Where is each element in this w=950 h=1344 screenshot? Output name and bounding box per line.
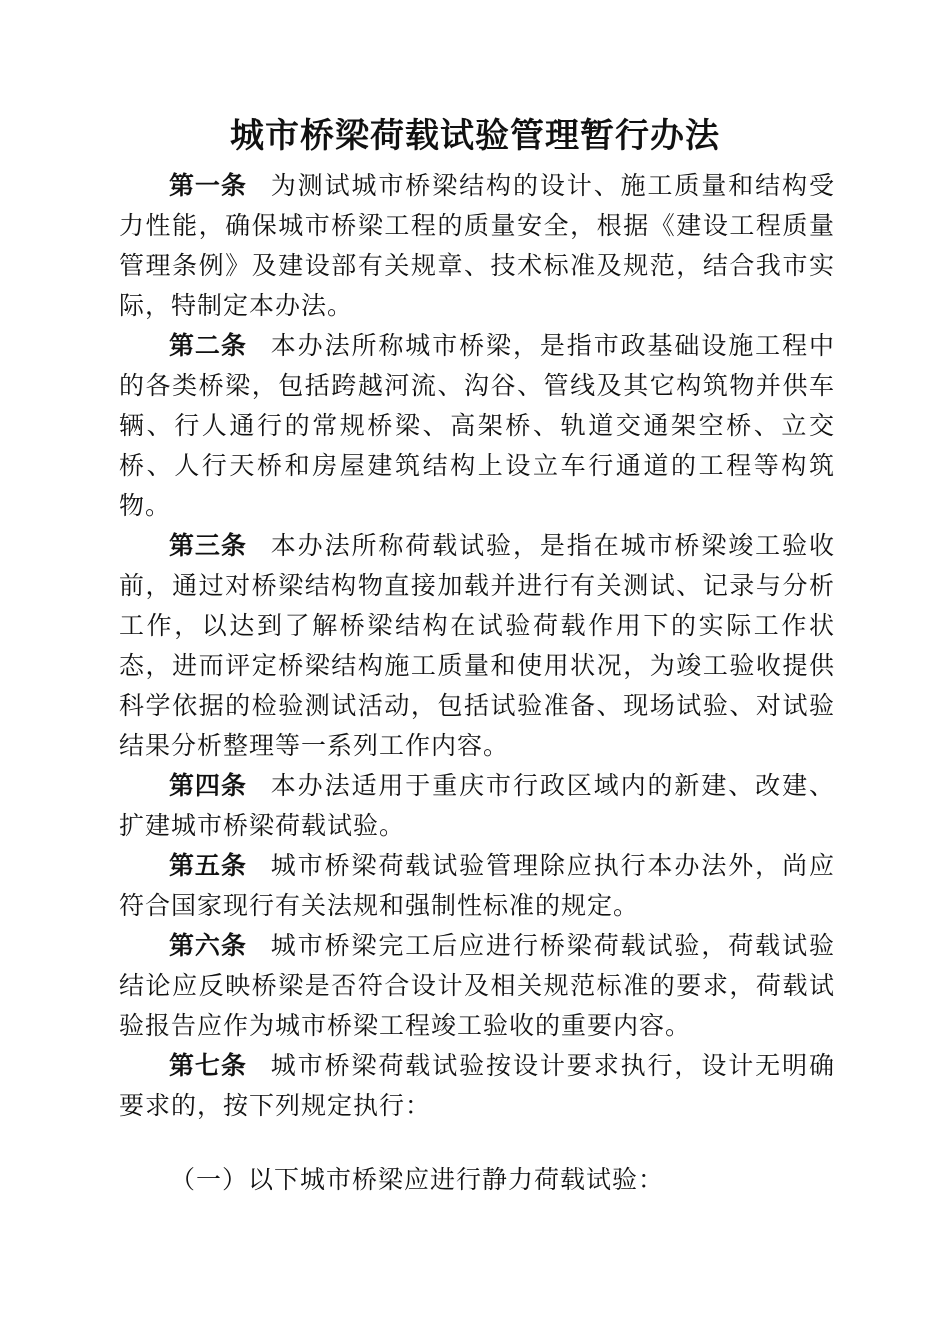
article-text: 本办法所称城市桥梁，是指市政基础设施工程中的各类桥梁，包括跨越河流、沟谷、管线及其它构筑物并供车辆、行人通行的常规桥梁、高架桥、轨道交通架空桥、立交桥、人行天桥和房屋建筑结构上设立车行通道的工程等构筑物。 — [119, 331, 835, 520]
document-body — [119, 166, 835, 1126]
article-heading: 第七条 — [169, 1051, 247, 1080]
article-heading: 第三条 — [169, 531, 247, 560]
article-heading: 第一条 — [169, 171, 247, 200]
article-5 — [119, 846, 835, 926]
sub-item-1: （一）以下城市桥梁应进行静力荷载试验： — [170, 1165, 665, 1194]
article-text: 城市桥梁完工后应进行桥梁荷载试验，荷载试验结论应反映桥梁是否符合设计及相关规范标准的要求，荷载试验报告应作为城市桥梁工程竣工验收的重要内容。 — [119, 931, 835, 1040]
article-7 — [119, 1046, 835, 1126]
article-text: 本办法所称荷载试验，是指在城市桥梁竣工验收前，通过对桥梁结构物直接加载并进行有关测试、记录与分析工作，以达到了解桥梁结构在试验荷载作用下的实际工作状态，进而评定桥梁结构施工质量和使用状况，为竣工验收提供科学依据的检验测试活动，包括试验准备、现场试验、对试验结果分析整理等一系列工作内容。 — [119, 531, 835, 760]
article-3 — [119, 526, 835, 766]
article-text: 城市桥梁荷载试验管理除应执行本办法外，尚应符合国家现行有关法规和强制性标准的规定。 — [119, 851, 835, 920]
article-text: 城市桥梁荷载试验按设计要求执行，设计无明确要求的，按下列规定执行： — [119, 1051, 835, 1120]
article-1 — [119, 166, 835, 326]
article-heading: 第四条 — [169, 771, 247, 800]
article-heading: 第五条 — [169, 851, 247, 880]
article-text: 为测试城市桥梁结构的设计、施工质量和结构受力性能，确保城市桥梁工程的质量安全，根据《建设工程质量管理条例》及建设部有关规章、技术标准及规范，结合我市实际，特制定本办法。 — [119, 171, 835, 320]
article-heading: 第六条 — [169, 931, 247, 960]
article-2 — [119, 326, 835, 526]
article-heading: 第二条 — [169, 331, 247, 360]
document-title: 城市桥梁荷载试验管理暂行办法 — [230, 116, 720, 156]
article-text: 本办法适用于重庆市行政区域内的新建、改建、扩建城市桥梁荷载试验。 — [119, 771, 835, 840]
article-6 — [119, 926, 835, 1046]
article-4 — [119, 766, 835, 846]
